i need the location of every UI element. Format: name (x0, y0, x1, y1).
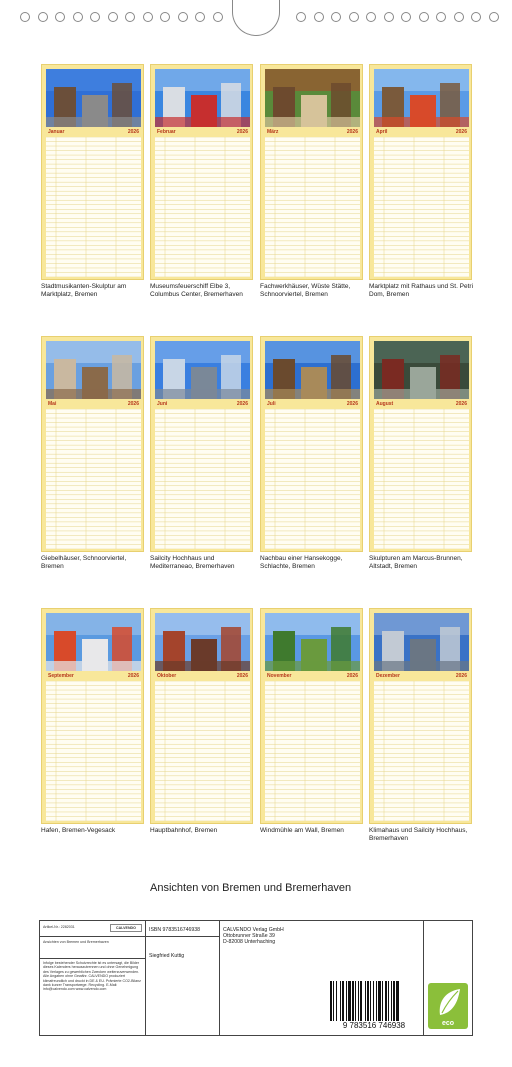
day-grid (46, 409, 141, 549)
month-year: 2026 (346, 401, 358, 407)
month-photo (265, 613, 360, 671)
binding-hole (489, 12, 499, 22)
month-name: Mai (48, 401, 57, 407)
eco-badge (428, 983, 468, 1029)
month-year: 2026 (455, 401, 467, 407)
day-grid (374, 409, 469, 549)
calendar-title: Ansichten von Bremen und Bremerhaven (150, 882, 352, 894)
month-photo (265, 341, 360, 399)
footer-panel (39, 920, 473, 1036)
publisher-line-3: D-82008 Unterhaching (223, 939, 276, 945)
binding-hole (73, 12, 83, 22)
month-photo (374, 613, 469, 671)
month-card (260, 336, 363, 552)
binding-hole (108, 12, 118, 22)
month-card (41, 336, 144, 552)
month-photo (46, 613, 141, 671)
month-header (265, 400, 360, 408)
month-photo (155, 613, 250, 671)
month-photo (374, 69, 469, 127)
month-name: November (267, 673, 292, 679)
month-caption: Fachwerkhäuser, Wüste Stätte, Schnoorviertel, Bremen (260, 283, 351, 298)
month-caption: Klimahaus und Sailcity Hochhaus, Bremerhaven (369, 827, 468, 842)
month-year: 2026 (236, 129, 248, 135)
binding-hole (419, 12, 429, 22)
hanger-cutout (232, 0, 280, 36)
month-year: 2026 (346, 673, 358, 679)
month-header (374, 672, 469, 680)
binding-hole (471, 12, 481, 22)
binding-hole (401, 12, 411, 22)
day-grid (155, 681, 250, 821)
calvendo-logo: CALVENDO (110, 924, 142, 932)
month-caption: Hafen, Bremen-Vegesack (41, 827, 116, 834)
month-caption: Giebelhäuser, Schnoorviertel, Bremen (41, 555, 127, 570)
month-card (41, 608, 144, 824)
month-photo (155, 341, 250, 399)
binding-hole (143, 12, 153, 22)
barcode (328, 981, 420, 1023)
month-year: 2026 (455, 673, 467, 679)
month-photo (46, 69, 141, 127)
binding-hole (296, 12, 306, 22)
binding-hole (366, 12, 376, 22)
month-caption: Marktplatz mit Rathaus und St. Petri Dom, Bremen (369, 283, 474, 298)
month-year: 2026 (346, 129, 358, 135)
month-card (369, 64, 472, 280)
month-photo (46, 341, 141, 399)
barcode-number: 9 783516 746938 (342, 1021, 406, 1030)
day-grid (155, 137, 250, 277)
footer-calendar-title: Ansichten von Bremen und Bremerhaven (43, 940, 109, 944)
footer-eco-column (424, 921, 472, 1035)
binding-hole (454, 12, 464, 22)
month-card (41, 64, 144, 280)
month-caption: Skulpturen am Marcus-Brunnen, Altstadt, Bremen (369, 555, 463, 570)
footer-publisher-column (220, 921, 424, 1035)
month-card (369, 608, 472, 824)
month-card (150, 336, 253, 552)
day-grid (265, 409, 360, 549)
binding-hole (314, 12, 324, 22)
binding-hole (178, 12, 188, 22)
month-caption: Hauptbahnhof, Bremen (150, 827, 218, 834)
month-name: Dezember (376, 673, 400, 679)
publisher-line-2: Ottobrunner Straße 39 (223, 933, 275, 939)
month-year: 2026 (127, 129, 139, 135)
binding-hole (213, 12, 223, 22)
binding-hole (55, 12, 65, 22)
binding-hole (125, 12, 135, 22)
footer-info-column (40, 921, 146, 1035)
month-year: 2026 (455, 129, 467, 135)
month-card (150, 64, 253, 280)
month-caption: Sailcity Hochhaus und Mediterraneao, Bremerhaven (150, 555, 235, 570)
month-name: Februar (157, 129, 176, 135)
binding-hole (384, 12, 394, 22)
author: Siegfried Kuttig (149, 953, 185, 959)
binding-hole (38, 12, 48, 22)
month-card (150, 608, 253, 824)
eco-label: eco (441, 1020, 455, 1027)
binding-hole (195, 12, 205, 22)
binding-hole (349, 12, 359, 22)
month-card (369, 336, 472, 552)
binding-hole (331, 12, 341, 22)
isbn: ISBN 9783516746938 (149, 927, 201, 933)
month-year: 2026 (127, 673, 139, 679)
month-year: 2026 (236, 401, 248, 407)
binding-hole (436, 12, 446, 22)
month-header (155, 400, 250, 408)
month-caption: Museumsfeuerschiff Elbe 3, Columbus Center, Bremerhaven (150, 283, 243, 298)
month-header (374, 128, 469, 136)
binding-hole (20, 12, 30, 22)
month-year: 2026 (127, 401, 139, 407)
day-grid (46, 137, 141, 277)
month-name: Januar (48, 129, 65, 135)
month-header (46, 400, 141, 408)
day-grid (374, 137, 469, 277)
month-card (260, 608, 363, 824)
legal-text: Infolge bestehender Schutzrechte ist es untersagt, die Bilder dieses Kalenders herauszutrennen und ohne Genehmigung des Verlages zu gewerblichen Zwecken weiterzuverwenden. Alle Angaben ohne Gewähr. CALVENDO produziert klimafreundlich und druckt in DE & EU. Prämierte CO2-Bilanz dank kurzer Transportwege. Recycling. E-Mail: info@calvendo.com www.calvendo.com (43, 961, 141, 992)
binding-hole (160, 12, 170, 22)
month-photo (374, 341, 469, 399)
month-header (46, 128, 141, 136)
day-grid (265, 681, 360, 821)
month-photo (155, 69, 250, 127)
month-caption: Stadtmusikanten-Skulptur am Marktplatz, Bremen (41, 283, 127, 298)
month-header (265, 128, 360, 136)
month-photo (265, 69, 360, 127)
month-caption: Nachbau einer Hansekogge, Schlachte, Bremen (260, 555, 343, 570)
publisher-line-1: CALVENDO Verlag GmbH (223, 927, 284, 933)
footer-isbn-column (146, 921, 220, 1035)
article-number: Artikel-Nr.: 2282031 (43, 925, 75, 929)
month-card (260, 64, 363, 280)
month-header (155, 128, 250, 136)
day-grid (155, 409, 250, 549)
month-name: September (48, 673, 74, 679)
month-caption: Windmühle am Wall, Bremen (260, 827, 344, 834)
month-name: Oktober (157, 673, 177, 679)
month-name: Juli (267, 401, 276, 407)
month-year: 2026 (236, 673, 248, 679)
month-name: August (376, 401, 394, 407)
binding-hole (90, 12, 100, 22)
month-header (155, 672, 250, 680)
month-header (46, 672, 141, 680)
day-grid (374, 681, 469, 821)
month-header (265, 672, 360, 680)
day-grid (265, 137, 360, 277)
month-name: März (267, 129, 279, 135)
month-header (374, 400, 469, 408)
leaf-icon (428, 985, 468, 1019)
month-name: April (376, 129, 388, 135)
day-grid (46, 681, 141, 821)
month-name: Juni (157, 401, 168, 407)
